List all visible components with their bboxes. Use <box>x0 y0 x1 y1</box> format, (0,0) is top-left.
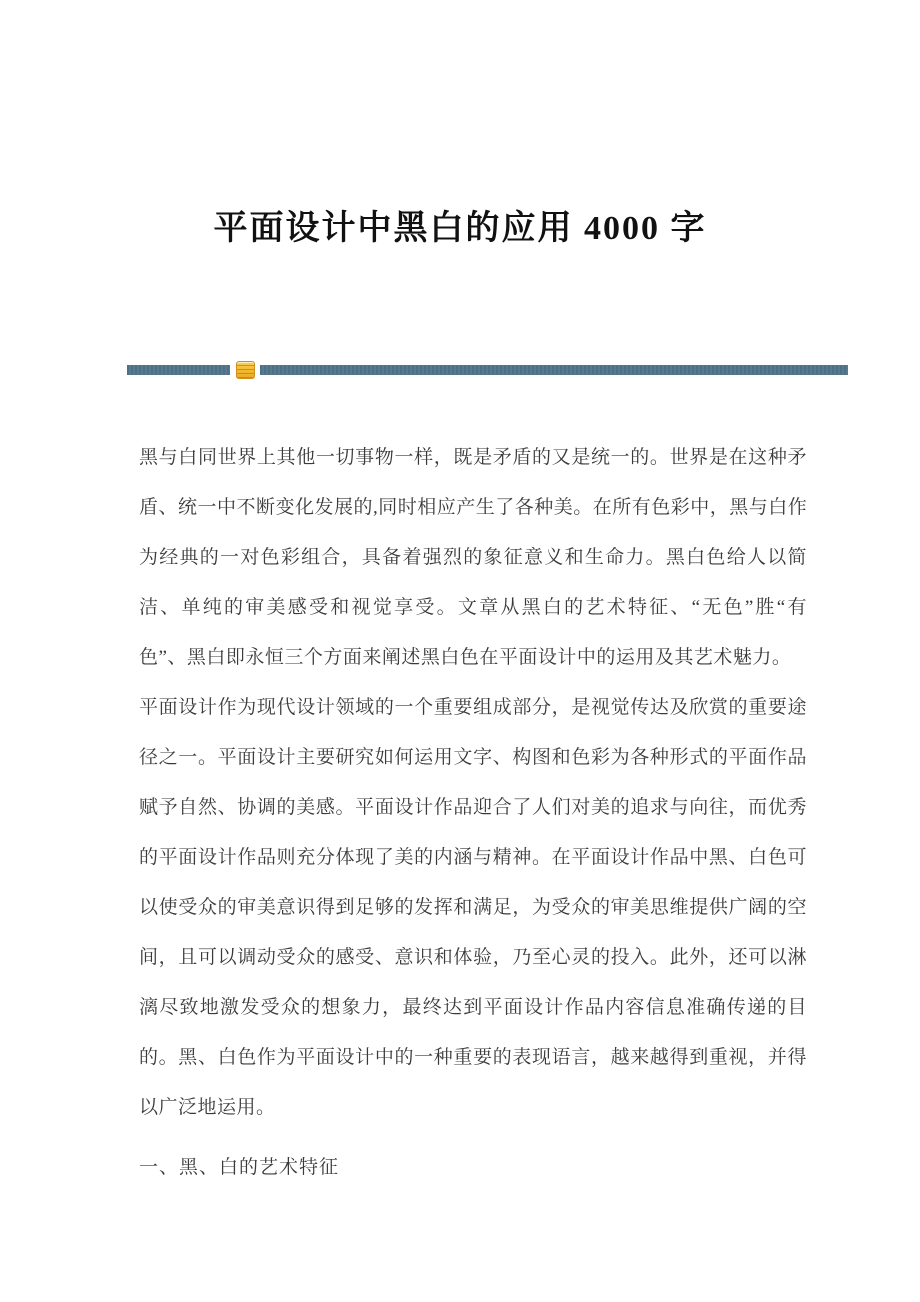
body-text-line: 的。黑、白色作为平面设计中的一种重要的表现语言，越来越得到重视，并得 <box>139 1046 807 1068</box>
body-text-line: 赋予自然、协调的美感。平面设计作品迎合了人们对美的追求与向往，而优秀 <box>139 796 807 818</box>
title-divider <box>127 361 848 379</box>
page-title: 平面设计中黑白的应用 4000 字 <box>213 210 707 247</box>
body-text-line: 色”、黑白即永恒三个方面来阐述黑白色在平面设计中的运用及其艺术魅力。 <box>139 646 792 668</box>
body-text-line: 以广泛地运用。 <box>139 1096 276 1118</box>
body-text-line: 间，且可以调动受众的感受、意识和体验，乃至心灵的投入。此外，还可以淋 <box>139 946 807 968</box>
body-text-line: 以使受众的审美意识得到足够的发挥和满足，为受众的审美思维提供广阔的空 <box>139 896 807 918</box>
section-heading: 一、黑、白的艺术特征 <box>139 1156 340 1178</box>
article-body <box>139 433 807 1133</box>
body-text-line: 径之一。平面设计主要研究如何运用文字、构图和色彩为各种形式的平面作品 <box>139 746 807 768</box>
paragraph <box>139 433 807 683</box>
body-text-line: 盾、统一中不断变化发展的,同时相应产生了各种美。在所有色彩中，黑与白作 <box>139 496 808 518</box>
yellow-note-icon <box>236 361 255 379</box>
body-text-line: 的平面设计作品则充分体现了美的内涵与精神。在平面设计作品中黑、白色可 <box>139 846 807 868</box>
divider-bar-left <box>127 365 230 375</box>
body-text-line: 黑与白同世界上其他一切事物一样，既是矛盾的又是统一的。世界是在这种矛 <box>139 446 807 468</box>
divider-icon-slot <box>230 361 260 379</box>
divider-bar-right <box>260 365 848 375</box>
paragraph <box>139 683 807 1133</box>
body-text-line: 漓尽致地激发受众的想象力，最终达到平面设计作品内容信息准确传递的目 <box>139 996 807 1018</box>
body-text-line: 洁、单纯的审美感受和视觉享受。文章从黑白的艺术特征、“无色”胜“有 <box>139 596 807 618</box>
body-text-line: 平面设计作为现代设计领域的一个重要组成部分，是视觉传达及欣赏的重要途 <box>139 696 807 718</box>
body-text-line: 为经典的一对色彩组合，具备着强烈的象征意义和生命力。黑白色给人以简 <box>139 546 807 568</box>
